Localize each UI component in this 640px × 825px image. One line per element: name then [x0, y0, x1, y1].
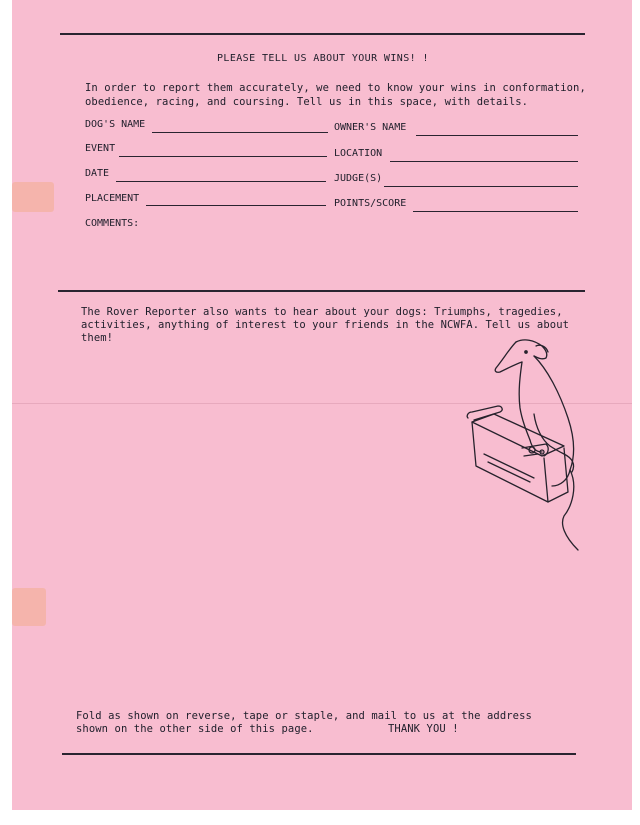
paper-stain — [12, 182, 54, 212]
placement-field[interactable] — [146, 205, 326, 206]
reporter-writing-area[interactable] — [72, 350, 452, 690]
top-divider — [60, 33, 585, 35]
event-label: EVENT — [85, 143, 116, 154]
reporter-text-line-2: activities, anything of interest to your friends in the NCWFA. Tell us about — [81, 319, 570, 331]
date-field[interactable] — [116, 181, 326, 182]
comments-label: COMMENTS: — [85, 218, 140, 229]
date-label: DATE — [85, 168, 110, 179]
bottom-divider — [62, 753, 576, 755]
page-title: PLEASE TELL US ABOUT YOUR WINS! ! — [217, 53, 429, 64]
intro-text-line-2: obedience, racing, and coursing. Tell us in this space, with details. — [85, 96, 529, 108]
paper-stain — [12, 588, 46, 626]
dogs-name-field[interactable] — [152, 132, 328, 133]
footer-instructions-line-2: shown on the other side of this page. — [76, 723, 314, 735]
placement-label: PLACEMENT — [85, 193, 140, 204]
footer-instructions-line-1: Fold as shown on reverse, tape or staple, and mail to us at the address — [76, 710, 532, 722]
points-score-field[interactable] — [413, 211, 578, 212]
reporter-text-line-1: The Rover Reporter also wants to hear about your dogs: Triumphs, tragedies, — [81, 306, 563, 318]
location-field[interactable] — [390, 161, 578, 162]
event-field[interactable] — [119, 156, 327, 157]
judges-field[interactable] — [384, 186, 578, 187]
comments-area[interactable] — [152, 216, 572, 276]
location-label: LOCATION — [334, 148, 383, 159]
judges-label: JUDGE(S) — [334, 173, 383, 184]
points-score-label: POINTS/SCORE — [334, 198, 407, 209]
dogs-name-label: DOG'S NAME — [85, 119, 146, 130]
owners-name-label: OWNER'S NAME — [334, 122, 407, 133]
form-page — [12, 0, 632, 810]
owners-name-field[interactable] — [416, 135, 578, 136]
middle-divider — [58, 290, 585, 292]
intro-text-line-1: In order to report them accurately, we need to know your wins in conformation, — [85, 82, 586, 94]
thank-you-text: THANK YOU ! — [388, 723, 459, 735]
greyhound-typewriter-icon — [464, 336, 604, 556]
reporter-text-line-3: them! — [81, 332, 114, 344]
